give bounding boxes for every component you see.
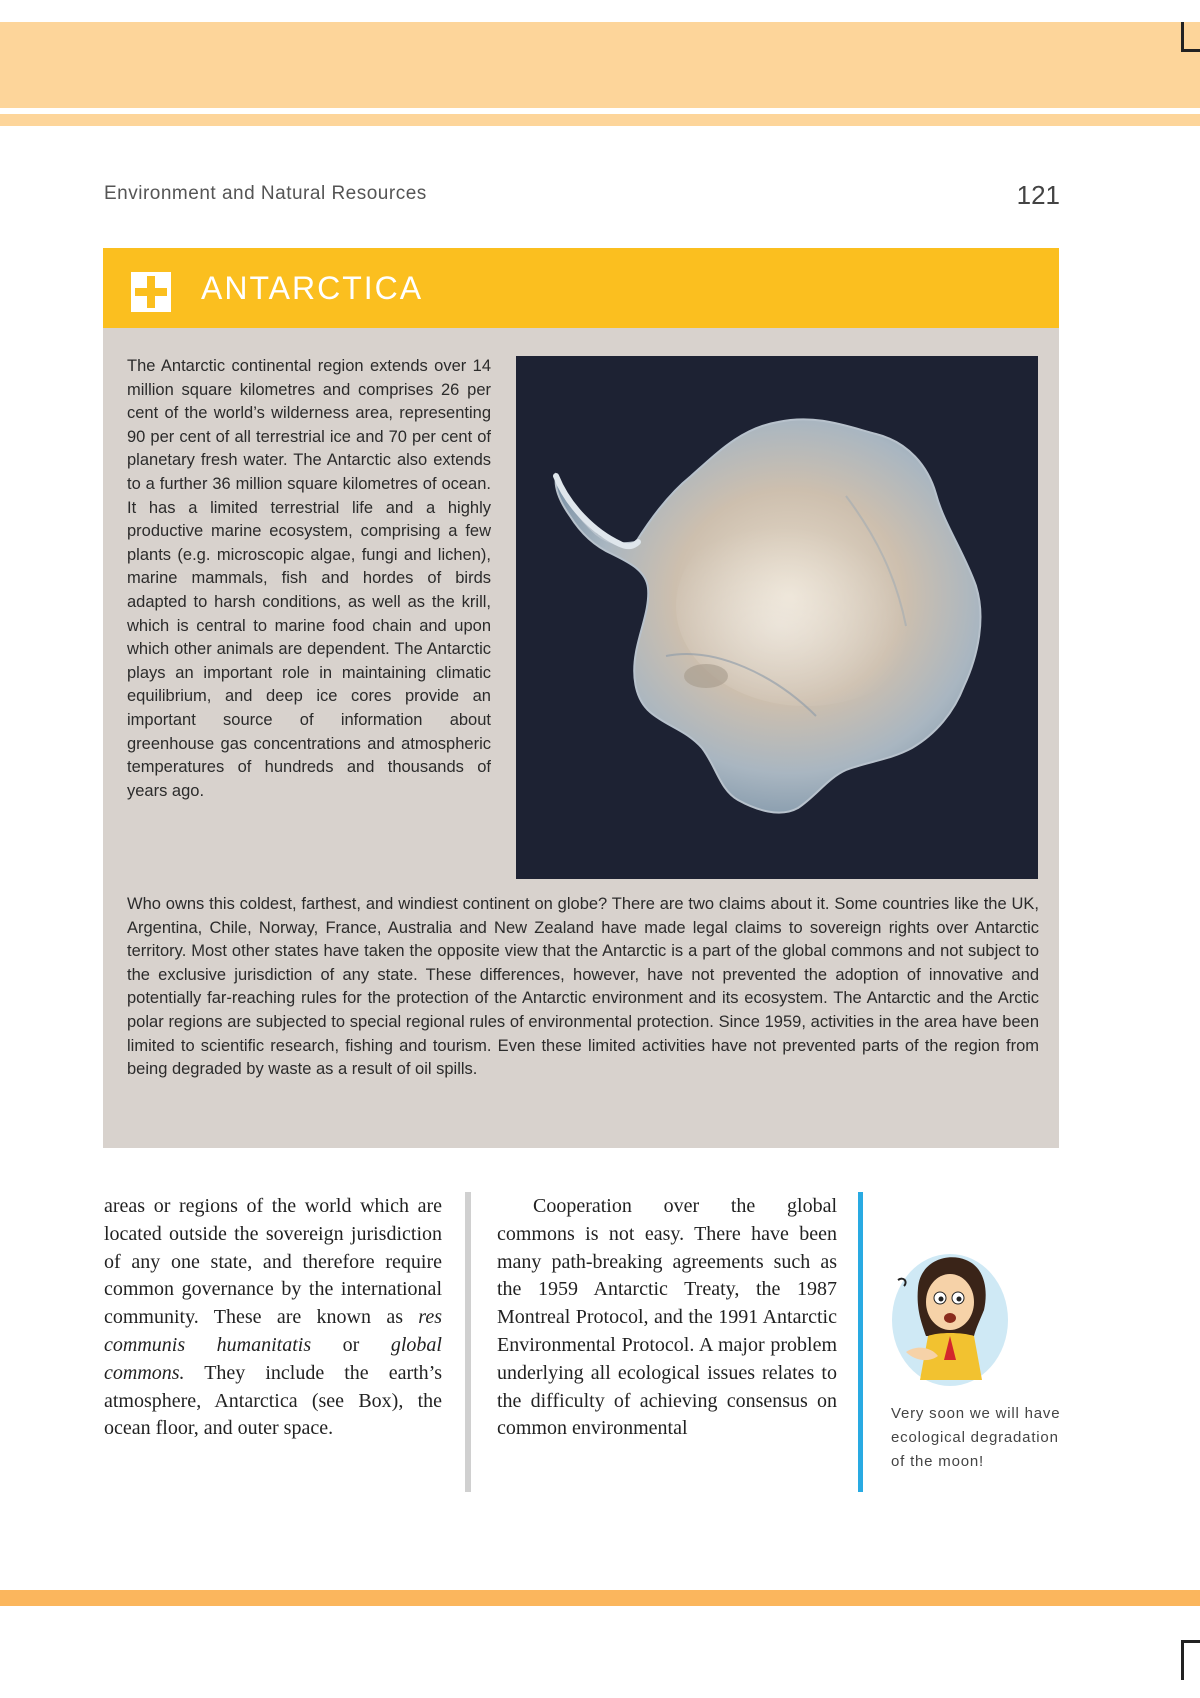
box-paragraph-2: Who owns this coldest, farthest, and windiest continent on globe? There are two claims about it. Some countries like the UK, Argentina, Chile, Norway, France, Australia and New Zealand have made legal claims to sovereign rights over Antarctic territory. Most other states have taken the opposite view that the Antarctic is a part of the global commons and not subject to the exclusive jurisdiction of any state. These differences, however, have not prevented the adoption of innovative and potentially far-reaching rules for the protection of the Antarctic environment and its ecosystem. The Antarctic and the Arctic polar regions are subjected to special regional rules of environmental protection. Since 1959, activities in the area have been limited to scientific research, fishing and tourism. Even these limited activities have not prevented parts of the region from being degraded by waste as a result of oil spills. <box>127 895 1039 1079</box>
cartoon-caption: Very soon we will have ecological degradation of the moon! <box>891 1405 1061 1470</box>
cartoon-girl-illustration <box>890 1240 1010 1390</box>
page-number: 121 <box>1016 180 1060 210</box>
top-decorative-line <box>0 114 1200 126</box>
running-head: Environment and Natural Resources <box>104 183 427 204</box>
column1-text-b: or <box>311 1333 391 1356</box>
column1-text-c: They include the earth’s atmosphere, Antarctica (see Box), the ocean floor, and outer space. <box>104 1361 442 1440</box>
bottom-decorative-band <box>0 1590 1200 1606</box>
plus-icon <box>131 272 171 312</box>
antarctica-illustration <box>516 356 1038 879</box>
crop-mark-top <box>1181 22 1200 52</box>
cartoon-girl-icon <box>890 1240 1010 1390</box>
column1-italic-term-2: global commons. <box>104 1333 442 1384</box>
antarctica-satellite-image <box>516 356 1038 879</box>
crop-mark-bottom <box>1181 1640 1200 1680</box>
top-decorative-band <box>0 22 1200 108</box>
column-divider <box>465 1192 471 1492</box>
box-paragraph-1: The Antarctic continental region extends over 14 million square kilometres and comprises 26 per cent of the world’s wilderness area, representing 90 per cent of all terrestrial ice and 70 per cent of planetary fresh water. The Antarctic also extends to a further 36 million square kilometres of ocean. It has a limited terrestrial life and a highly productive marine ecosystem, comprising a few plants (e.g. microscopic algae, fungi and lichen), marine mammals, fish and hordes of birds adapted to harsh conditions, as well as the krill, which is central to marine food chain and upon which other animals are dependent. The Antarctic plays an important role in maintaining climatic equilibrium, and deep ice cores provide an important source of information about greenhouse gas concentrations and atmospheric temperatures of hundreds and thousands of years ago. <box>127 357 491 800</box>
box-header <box>103 248 1059 328</box>
sidebar-divider <box>858 1192 863 1492</box>
box-title: ANTARCTICA <box>201 270 424 306</box>
antarctica-box <box>103 328 1059 1148</box>
column1-text-a: areas or regions of the world which are located outside the sovereign jurisdiction of any one state, and therefore require common governance by the international community. These are known as <box>104 1195 442 1329</box>
column1-italic-term-1: res communis humanitatis <box>104 1306 442 1356</box>
body-column-1 <box>104 1193 442 1443</box>
body-column-2: Cooperation over the global commons is not easy. There have been many path-breaking agreements such as the 1959 Antarctic Treaty, the 1987 Montreal Protocol, and the 1991 Antarctic Environmental Protocol. A major problem underlying all ecological issues relates to the difficulty of achieving consensus on common environmental <box>497 1195 837 1440</box>
